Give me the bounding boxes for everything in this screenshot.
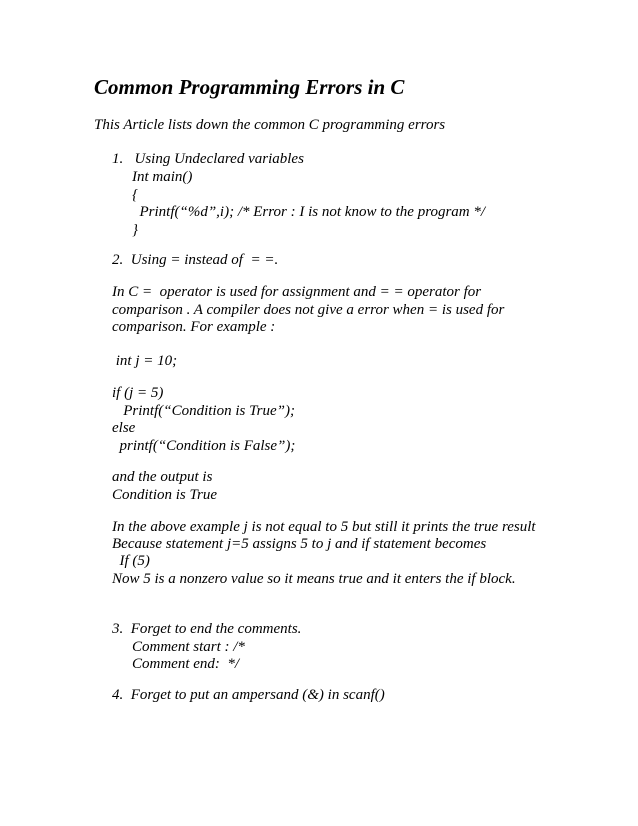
code-line: printf(“Condition is False”); xyxy=(112,438,296,454)
paragraph-line: If (5) xyxy=(112,553,150,569)
intro-text: This Article lists down the common C programming errors xyxy=(94,117,446,133)
code-line: int j = 10; xyxy=(112,353,178,369)
code-line: if (j = 5) xyxy=(112,385,164,401)
code-line: Printf(“%d”,i); /* Error : I is not know to the program */ xyxy=(132,204,486,220)
paragraph-line: comparison . A compiler does not give a error when = is used for xyxy=(112,302,505,318)
code-line: } xyxy=(132,222,138,238)
code-line: Printf(“Condition is True”); xyxy=(112,403,295,419)
item-4-heading: 4. Forget to put an ampersand (&) in scanf() xyxy=(112,687,385,703)
code-line: { xyxy=(132,187,138,203)
item-1-heading: 1. Using Undeclared variables xyxy=(112,151,304,167)
item-2-heading: 2. Using = instead of = =. xyxy=(112,252,279,268)
code-line: Int main() xyxy=(132,169,193,185)
paragraph-line: Comment start : /* xyxy=(132,639,245,655)
paragraph-line: and the output is xyxy=(112,469,213,485)
paragraph-line: In C = operator is used for assignment and = = operator for xyxy=(112,284,482,300)
code-line: else xyxy=(112,420,136,436)
item-3-heading: 3. Forget to end the comments. xyxy=(112,621,302,637)
paragraph-line: Now 5 is a nonzero value so it means true and it enters the if block. xyxy=(112,571,516,587)
paragraph-line: Because statement j=5 assigns 5 to j and if statement becomes xyxy=(112,536,487,552)
paragraph-line: comparison. For example : xyxy=(112,319,276,335)
paragraph-line: Condition is True xyxy=(112,487,218,503)
paragraph-line: In the above example j is not equal to 5 but still it prints the true result xyxy=(112,519,536,535)
page-title: Common Programming Errors in C xyxy=(94,75,405,99)
paragraph-line: Comment end: */ xyxy=(132,656,240,672)
